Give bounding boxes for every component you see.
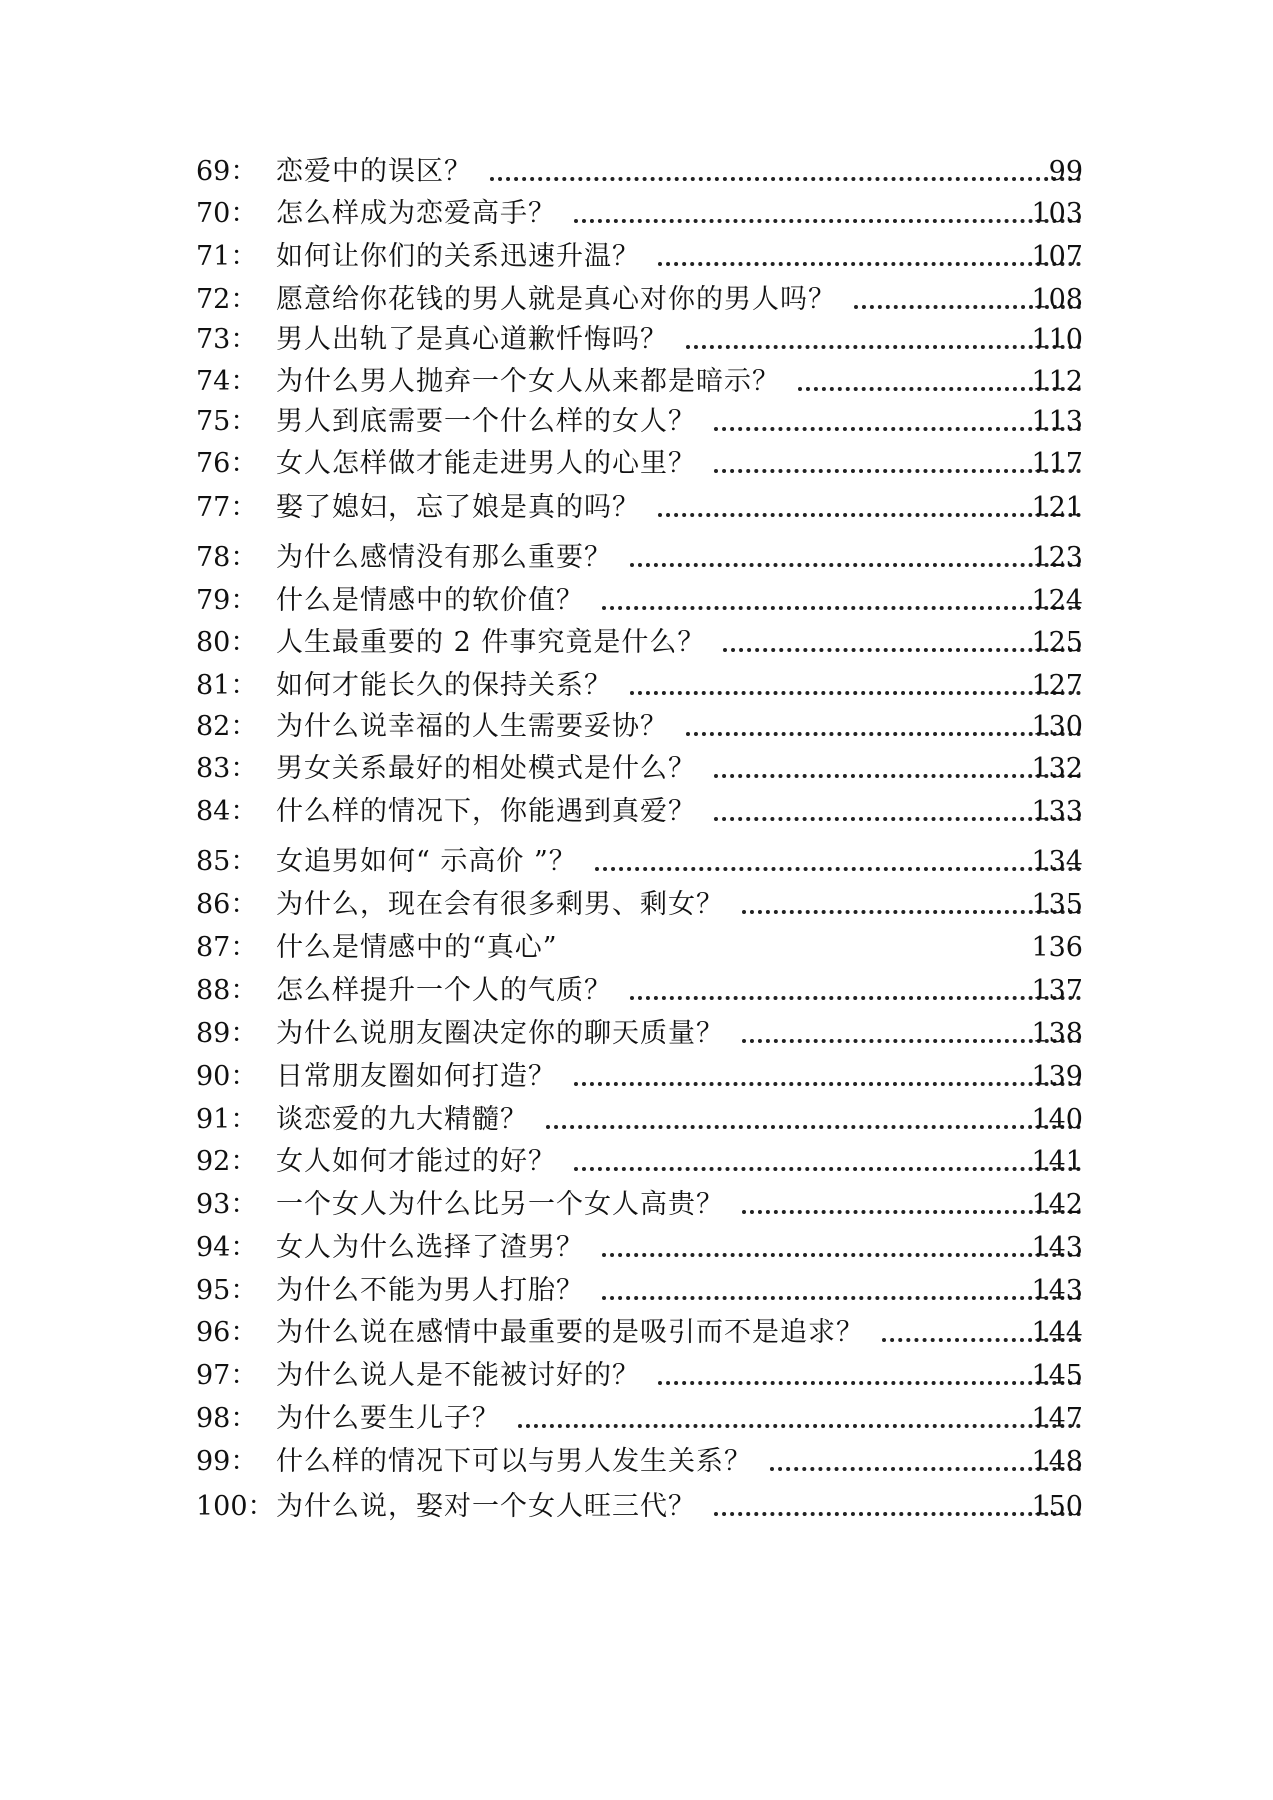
entry-page-number: 130 [1031, 711, 1083, 742]
entry-page-number: 107 [1031, 241, 1083, 272]
toc-entry [0, 1185, 1273, 1225]
toc-entry [0, 1142, 1273, 1182]
entry-title: 为什么说朋友圈决定你的聊天质量？ [276, 1018, 724, 1049]
entry-title: 怎么样成为恋爱高手？ [276, 198, 556, 229]
entry-number: 80： [196, 627, 258, 658]
entry-page-number: 136 [1031, 932, 1083, 963]
dot-leader [602, 1271, 1081, 1311]
entry-number: 84： [196, 796, 258, 827]
entry-number: 95： [196, 1275, 258, 1306]
entry-number: 74： [196, 366, 258, 397]
toc-entry [0, 1487, 1273, 1527]
entry-page-number: 143 [1031, 1275, 1083, 1306]
entry-title: 一个女人为什么比另一个女人高贵？ [276, 1189, 724, 1220]
toc-entry [0, 152, 1273, 192]
entry-title: 为什么说幸福的人生需要妥协？ [276, 711, 668, 742]
dot-leader [630, 538, 1081, 578]
entry-title: 什么是情感中的“真心” [276, 932, 558, 963]
entry-title: 如何才能长久的保持关系？ [276, 670, 612, 701]
entry-page-number: 112 [1031, 366, 1083, 397]
entry-title: 为什么说人是不能被讨好的？ [276, 1360, 640, 1391]
dot-leader [658, 488, 1081, 528]
toc-entry [0, 362, 1273, 402]
entry-title: 女人如何才能过的好？ [276, 1146, 556, 1177]
entry-number: 69： [196, 156, 258, 187]
toc-entry [0, 237, 1273, 277]
entry-title: 谈恋爱的九大精髓？ [276, 1104, 528, 1135]
entry-number: 96： [196, 1317, 258, 1348]
toc-entry [0, 1356, 1273, 1396]
entry-page-number: 103 [1031, 198, 1083, 229]
dot-leader [546, 1100, 1081, 1140]
entry-page-number: 133 [1031, 796, 1083, 827]
entry-title: 女人怎样做才能走进男人的心里？ [276, 448, 696, 479]
dot-leader [630, 971, 1081, 1011]
toc-entry [0, 1100, 1273, 1140]
dot-leader [714, 402, 1081, 442]
toc-entry [0, 1442, 1273, 1482]
toc-entry [0, 488, 1273, 528]
dot-leader [723, 623, 1081, 663]
entry-number: 73： [196, 324, 258, 355]
entry-title: 为什么不能为男人打胎？ [276, 1275, 584, 1306]
entry-number: 98： [196, 1403, 258, 1434]
entry-title: 日常朋友圈如何打造？ [276, 1061, 556, 1092]
entry-number: 71： [196, 241, 258, 272]
entry-title: 什么样的情况下，你能遇到真爱？ [276, 796, 696, 827]
toc-entry [0, 280, 1273, 320]
entry-page-number: 132 [1031, 753, 1083, 784]
entry-title: 为什么说在感情中最重要的是吸引而不是追求？ [276, 1317, 864, 1348]
entry-page-number: 134 [1031, 846, 1083, 877]
toc-entry [0, 1313, 1273, 1353]
entry-number: 83： [196, 753, 258, 784]
entry-number: 85： [196, 846, 258, 877]
entry-title: 男人出轨了是真心道歉忏悔吗？ [276, 324, 668, 355]
toc-entry [0, 1399, 1273, 1439]
toc-entry [0, 194, 1273, 234]
entry-title: 女人为什么选择了渣男？ [276, 1232, 584, 1263]
entry-page-number: 123 [1031, 542, 1083, 573]
entry-page-number: 110 [1031, 324, 1083, 355]
toc-entry [0, 842, 1273, 882]
entry-page-number: 99 [1048, 156, 1083, 187]
toc-entry [0, 444, 1273, 484]
entry-title: 怎么样提升一个人的气质？ [276, 975, 612, 1006]
toc-entry [0, 1228, 1273, 1268]
dot-leader [714, 749, 1081, 789]
toc-entry [0, 1271, 1273, 1311]
entry-page-number: 125 [1031, 627, 1083, 658]
dot-leader [574, 1142, 1081, 1182]
entry-page-number: 138 [1031, 1018, 1083, 1049]
toc-entry [0, 402, 1273, 442]
dot-leader [490, 152, 1081, 192]
entry-page-number: 150 [1031, 1491, 1083, 1522]
entry-title: 男女关系最好的相处模式是什么？ [276, 753, 696, 784]
entry-page-number: 143 [1031, 1232, 1083, 1263]
dot-leader [714, 444, 1081, 484]
toc-entry [0, 749, 1273, 789]
entry-number: 81： [196, 670, 258, 701]
entry-number: 93： [196, 1189, 258, 1220]
entry-number: 70： [196, 198, 258, 229]
toc-entry [0, 928, 1273, 968]
dot-leader [602, 1228, 1081, 1268]
entry-page-number: 121 [1031, 492, 1083, 523]
entry-number: 77： [196, 492, 258, 523]
toc-entry [0, 320, 1273, 360]
entry-title: 女追男如何“ 示高价 ”？ [276, 846, 577, 877]
dot-leader [574, 194, 1081, 234]
entry-number: 82： [196, 711, 258, 742]
entry-number: 72： [196, 284, 258, 315]
entry-number: 78： [196, 542, 258, 573]
toc-entry [0, 623, 1273, 663]
entry-page-number: 141 [1031, 1146, 1083, 1177]
dot-leader [714, 792, 1081, 832]
entry-page-number: 140 [1031, 1104, 1083, 1135]
entry-number: 99： [196, 1446, 258, 1477]
dot-leader [714, 1487, 1081, 1527]
entry-title: 什么样的情况下可以与男人发生关系？ [276, 1446, 752, 1477]
entry-page-number: 144 [1031, 1317, 1083, 1348]
entry-page-number: 117 [1031, 448, 1083, 479]
entry-title: 人生最重要的 2 件事究竟是什么？ [276, 627, 706, 658]
entry-number: 92： [196, 1146, 258, 1177]
entry-page-number: 148 [1031, 1446, 1083, 1477]
entry-page-number: 145 [1031, 1360, 1083, 1391]
entry-title: 愿意给你花钱的男人就是真心对你的男人吗？ [276, 284, 836, 315]
dot-leader [602, 581, 1081, 621]
entry-title: 为什么感情没有那么重要？ [276, 542, 612, 573]
entry-page-number: 139 [1031, 1061, 1083, 1092]
entry-title: 为什么男人抛弃一个女人从来都是暗示？ [276, 366, 780, 397]
toc-entry [0, 971, 1273, 1011]
dot-leader [630, 666, 1081, 706]
entry-title: 恋爱中的误区？ [276, 156, 472, 187]
dot-leader [686, 320, 1081, 360]
entry-page-number: 147 [1031, 1403, 1083, 1434]
entry-number: 86： [196, 889, 258, 920]
entry-title: 娶了媳妇，忘了娘是真的吗？ [276, 492, 640, 523]
entry-number: 87： [196, 932, 258, 963]
dot-leader [686, 707, 1081, 747]
entry-number: 79： [196, 585, 258, 616]
entry-number: 75： [196, 406, 258, 437]
dot-leader [658, 1356, 1081, 1396]
dot-leader [595, 842, 1081, 882]
entry-number: 97： [196, 1360, 258, 1391]
entry-page-number: 124 [1031, 585, 1083, 616]
toc-entry [0, 666, 1273, 706]
entry-page-number: 108 [1031, 284, 1083, 315]
toc-entry [0, 1014, 1273, 1054]
entry-page-number: 113 [1031, 406, 1083, 437]
entry-number: 90： [196, 1061, 258, 1092]
entry-title: 为什么要生儿子？ [276, 1403, 500, 1434]
entry-title: 如何让你们的关系迅速升温？ [276, 241, 640, 272]
entry-title: 什么是情感中的软价值？ [276, 585, 584, 616]
entry-title: 为什么说，娶对一个女人旺三代？ [276, 1491, 696, 1522]
entry-number: 76： [196, 448, 258, 479]
dot-leader [658, 237, 1081, 277]
dot-leader [518, 1399, 1081, 1439]
entry-page-number: 142 [1031, 1189, 1083, 1220]
toc-entry [0, 581, 1273, 621]
toc-entry [0, 792, 1273, 832]
entry-title: 为什么，现在会有很多剩男、剩女？ [276, 889, 724, 920]
toc-entry [0, 538, 1273, 578]
entry-title: 男人到底需要一个什么样的女人？ [276, 406, 696, 437]
dot-leader [574, 1057, 1081, 1097]
entry-number: 94： [196, 1232, 258, 1263]
entry-page-number: 127 [1031, 670, 1083, 701]
toc-entry [0, 707, 1273, 747]
entry-number: 88： [196, 975, 258, 1006]
entry-number: 91： [196, 1104, 258, 1135]
entry-number: 89： [196, 1018, 258, 1049]
entry-page-number: 137 [1031, 975, 1083, 1006]
toc-entry [0, 885, 1273, 925]
entry-page-number: 135 [1031, 889, 1083, 920]
entry-number: 100： [196, 1491, 275, 1522]
toc-entry [0, 1057, 1273, 1097]
